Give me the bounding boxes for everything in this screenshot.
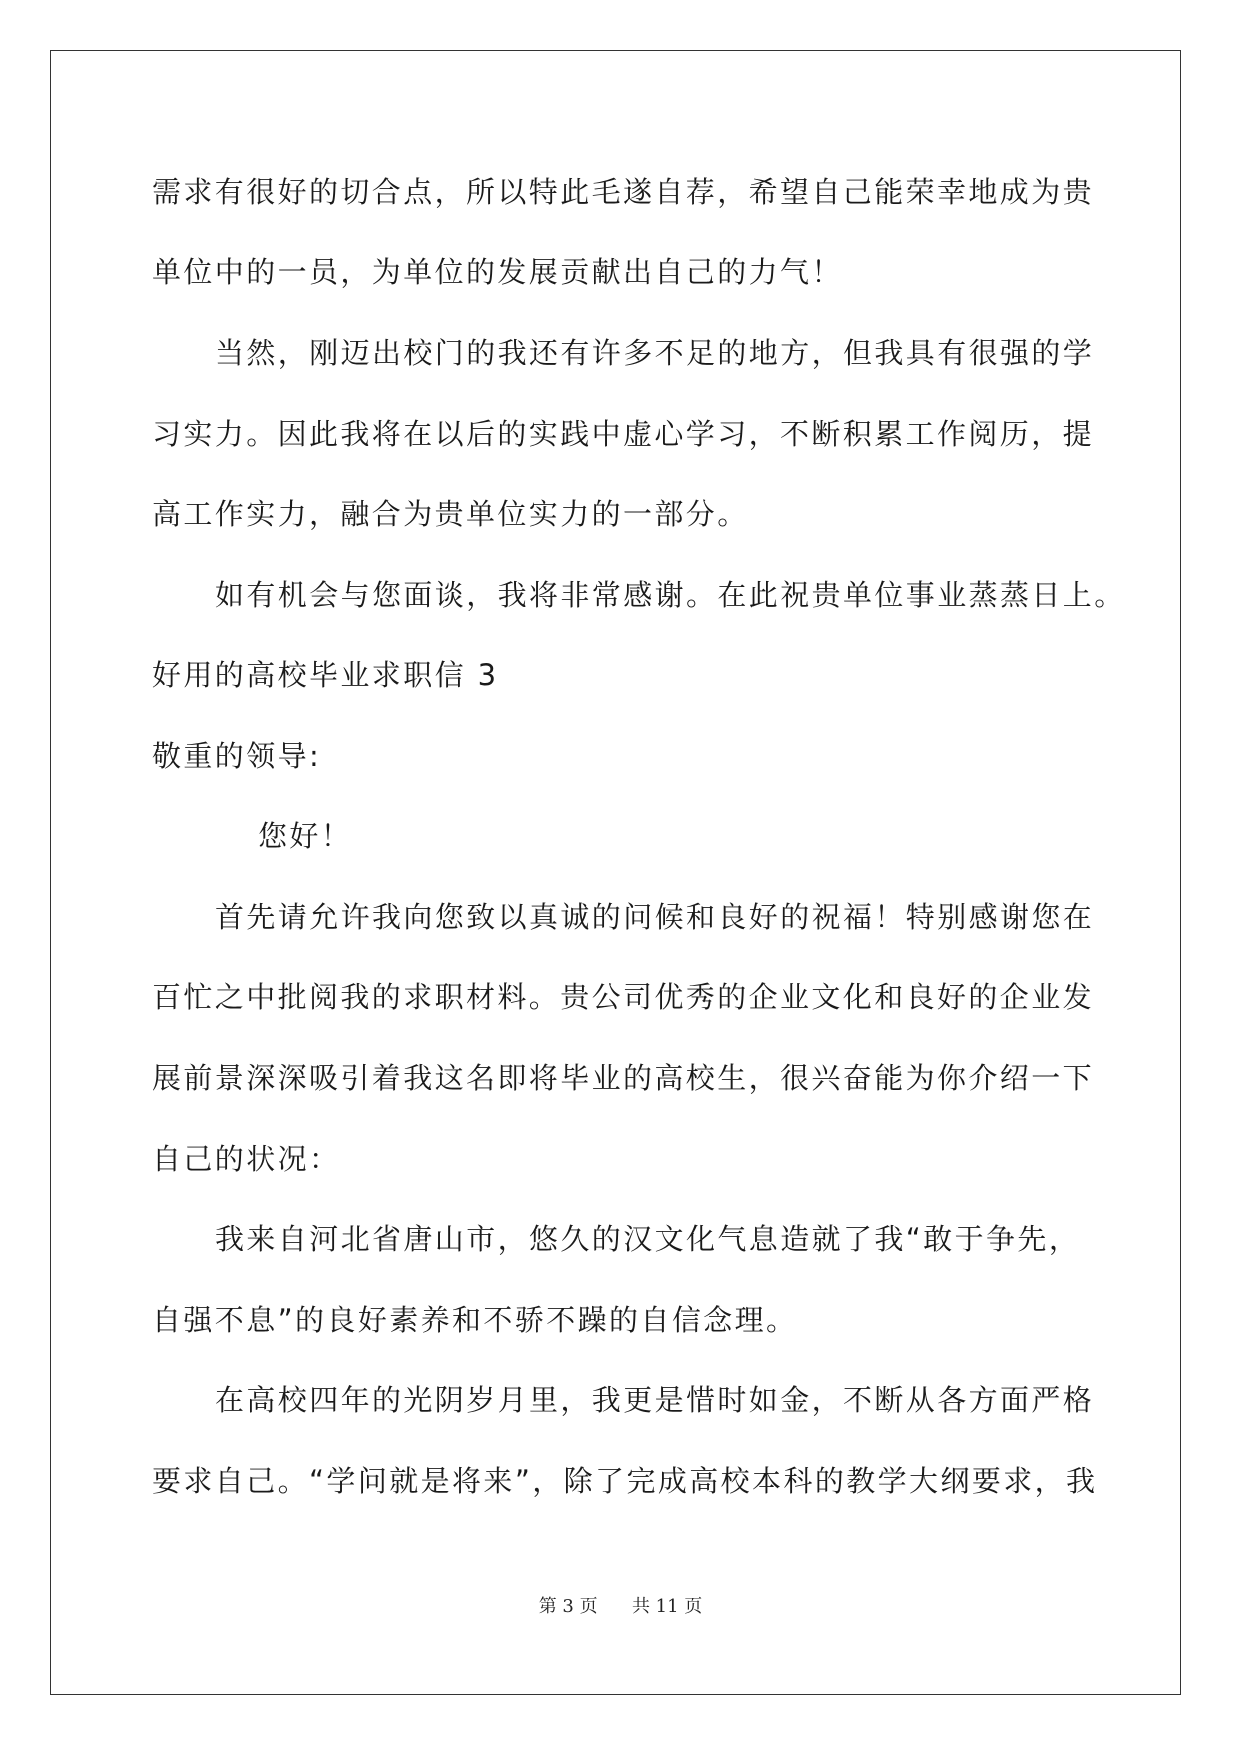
salutation: 敬重的领导:	[152, 739, 322, 773]
text-line-3: 当然，刚迈出校门的我还有许多不足的地方，但我具有很强的学	[215, 336, 1095, 370]
text-line-2: 单位中的一员，为单位的发展贡献出自己的力气！	[152, 255, 843, 289]
page-footer	[0, 1592, 1241, 1618]
text-line-6: 如有机会与您面谈，我将非常感谢。在此祝贵单位事业蒸蒸日上。	[215, 578, 1126, 612]
page-total: 共 11 页	[631, 1596, 703, 1617]
text-line-5: 高工作实力，融合为贵单位实力的一部分。	[152, 497, 749, 531]
text-line-12: 展前景深深吸引着我这名即将毕业的高校生，很兴奋能为你介绍一下	[152, 1061, 1095, 1095]
text-line-17: 要求自己。“学问就是将来”，除了完成高校本科的教学大纲要求，我	[152, 1464, 1098, 1498]
section-heading: 好用的高校毕业求职信 3	[152, 658, 499, 692]
text-line-10: 首先请允许我向您致以真诚的问候和良好的祝福！特别感谢您在	[215, 900, 1095, 934]
text-line-16: 在高校四年的光阴岁月里，我更是惜时如金，不断从各方面严格	[215, 1383, 1095, 1417]
page-number: 第 3 页	[538, 1596, 598, 1617]
text-line-11: 百忙之中批阅我的求职材料。贵公司优秀的企业文化和良好的企业发	[152, 980, 1095, 1014]
text-line-1: 需求有很好的切合点，所以特此毛遂自荐，希望自己能荣幸地成为贵	[152, 175, 1095, 209]
greeting: 您好！	[258, 819, 353, 853]
text-line-13: 自己的状况：	[152, 1142, 341, 1176]
page-border	[50, 50, 1181, 1695]
text-line-4: 习实力。因此我将在以后的实践中虚心学习，不断积累工作阅历，提	[152, 417, 1095, 451]
text-line-15: 自强不息”的良好素养和不骄不躁的自信念理。	[152, 1303, 798, 1337]
text-line-14: 我来自河北省唐山市，悠久的汉文化气息造就了我“敢于争先，	[215, 1222, 1081, 1256]
